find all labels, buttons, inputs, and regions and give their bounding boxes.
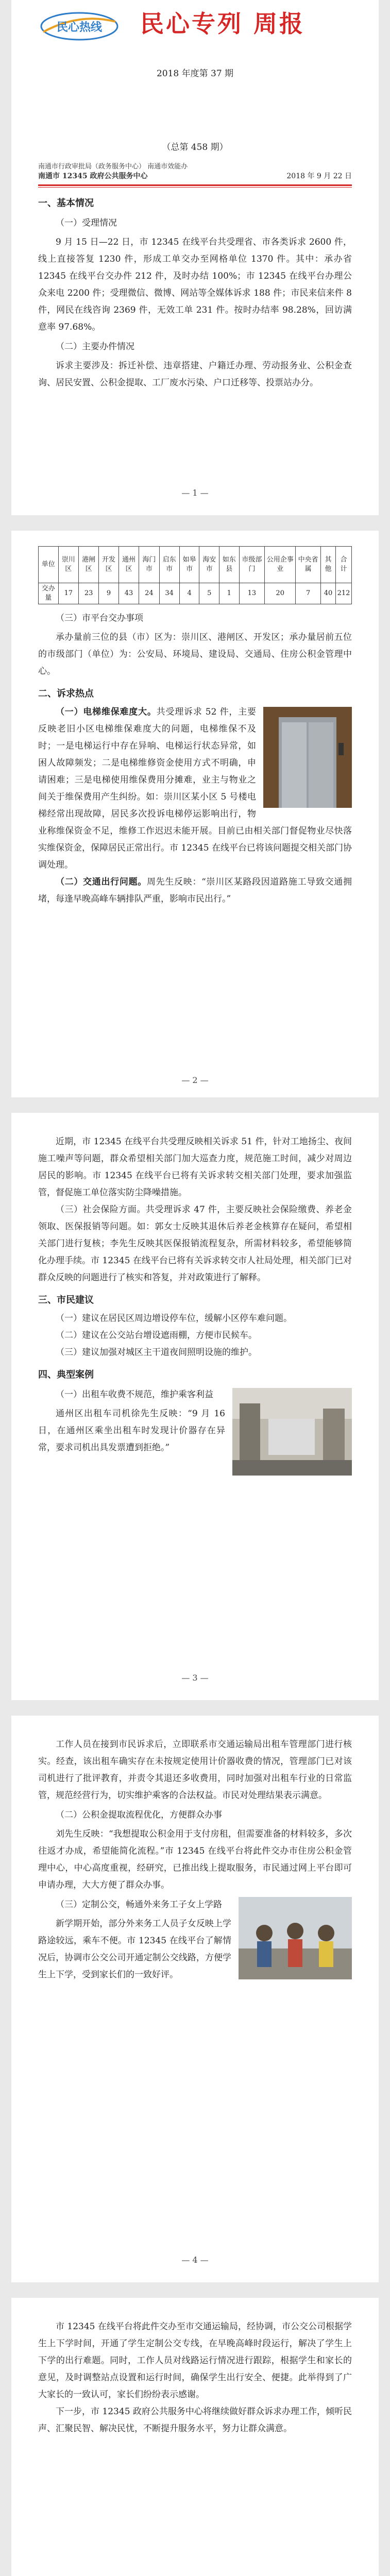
subsection-case3: （三）定制公交，畅通外来务工子女上学路 [56,1900,222,1910]
para-social [38,1201,352,1286]
table-cell: 7 [296,583,321,604]
masthead-title: 民心专列 周报 [140,10,306,38]
para-main: 诉求主要涉及：拆迁补偿、违章搭建、户籍迁办理、劳动报务业、公积金查询、居民安置、公积金提取、工厂废水污染、户口迁移等、投票站办分。 [38,361,352,388]
issue-number: 2018 年度第 37 期 [156,69,234,79]
subsection-express: （二）交通出行问题。 [56,877,147,887]
subsection-case2: （二）公积金提取流程优化，方便群众办事 [56,1810,222,1820]
section-suggest: 三、市民建议 [38,1295,94,1306]
para-case2: 刘先生反映：“我想提取公积金用于支付房租，但需要准备的材料较多，多次往返才办成，希望能简化流程。”市 12345 在线平台将此件交办市住房公积金管理中心，中心高度重视，经研究，已推出线上提取服务，市民通过网上平台即可申请办理，大大方便了群众办事。 [38,1829,352,1890]
para-express-body: 周先生反映：“崇川区某路段因道路施工导致交通拥堵，每逢早晚高峰车辆排队严重，影响市民出行。” [38,877,352,904]
sponsor-org-1: 南通市行政审批局（政务服务中心） 南通市效能办 [38,163,188,171]
table-cell: 1 [219,583,240,604]
table-cell: 4 [179,583,199,604]
table-cell: 43 [118,583,139,604]
dispatch-table [38,546,352,604]
para-suggest-2: （二）建议在公交站台增设遮雨棚，方便市民候车。 [56,1330,257,1341]
page-4 [11,1716,379,2282]
para-focus: 承办量前三位的县（市）区为：崇川区、港闸区、开发区；承办量居前五位的市级部门（单位）为：公安局、环境局、建设局、交通局、住房公积金管理中心。 [38,632,352,676]
table-header-cell: 通州区 [118,547,139,583]
table-header-cell: 单位 [39,547,59,583]
table-cell: 34 [159,583,179,604]
subsection-focus: （三）市平台交办事项 [56,613,143,623]
sponsor-line [38,162,352,181]
minxin-hotline-logo [38,9,121,43]
table-header-cell: 市级部门 [239,547,265,583]
page-1 [11,0,379,515]
page-number: — 2 — [181,1075,209,1085]
table-cell: 40 [321,583,336,604]
table-header-cell: 如皋市 [179,547,199,583]
para-accept: 9 月 15 日—22 日，市 12345 在线平台共受理省、市各类诉求 2600 件，线上直接答复 1230 件，形成工单交办至网格单位 1370 件。其中：承办省 12345 在线平台交办件 212 件，及时办结 100%；市 12345 在线平台办理公众来电 2200 件；受理微信、微博、网站等全媒体诉求 188 件；市民来信来件 8 件，网民在线咨询 2369 件，无效工单 231 件。按时办结率 98.28%，回访满意率 97.68%。 [38,237,352,332]
table-row [39,583,352,604]
table-cell: 5 [199,583,219,604]
table-header-cell: 海门市 [139,547,159,583]
section-case: 四、典型案例 [38,1369,94,1380]
para-cont-3: 近期，市 12345 在线平台共受理反映相关诉求 51 件，针对工地扬尘、夜间施工噪声等问题，群众希望相关部门加大巡查力度，规范施工时间，减少对周边居民的影响。市 12345 在线平台已将有关诉求转交相关部门处理，要求加强监管，督促施工单位落实防尘降噪措施。 [38,1137,352,1198]
table-cell: 9 [99,583,119,604]
subsection-case1: （一）出租车收费不规范，维护乘客利益 [56,1389,213,1400]
para-suggest-3: （三）建议加强对城区主干道夜间照明设施的维护。 [56,1347,257,1358]
para-express [38,874,352,908]
page-number: — 3 — [181,1673,209,1683]
para-cont-5: 市 12345 在线平台将此件交办至市交通运输局，经协调，市公交公司根据学生上下学时间，开通了学生定制公交专线，在早晚高峰时段运行，解决了学生上下学的出行难题。同时，工作人员对线路运行情况进行跟踪，根据学生和家长的意见，及时调整站点设置和运行时间，确保学生出行安全、便捷。此举得到了广大家长的一致认可，家长们纷纷表示感谢。 [38,2321,352,2400]
table-header-cell: 合计 [336,547,352,583]
para-cont-4: 工作人员在接到市民诉求后，立即联系市交通运输局出租车管理部门进行核实。经查，该出租车确实存在未按规定使用计价器收费的情况，管理部门已对该司机进行了批评教育，并责令其退还多收费用，同时加强对出租车行业的日常监管，规范经营行为，切实维护乘客的合法权益。市民对处理结果表示满意。 [38,1739,352,1801]
table-header-cell: 启东市 [159,547,179,583]
para-suggest-1: （一）建议在居民区周边增设停车位，缓解小区停车难问题。 [56,1313,292,1324]
table-header-cell: 公用企事业 [265,547,296,583]
street-photo [232,1388,352,1476]
svg-text:民心热线: 民心热线 [56,21,103,34]
header-rule-thin [38,187,352,188]
table-cell: 20 [265,583,296,604]
page-number: — 4 — [181,2255,209,2265]
subsection-main: （二）主要办件情况 [56,342,134,352]
table-cell: 24 [139,583,159,604]
section-basic: 一、基本情况 [38,198,94,209]
para-elevator-body: 共受理诉求 52 件，主要反映老旧小区电梯维保难度大的问题，电梯维保不及时；一是电梯运行中存在异响、电梯运行状态异常，如困人故障频发；二是电梯维修资金使用方式不明确，申请困难；三是电梯使用维保费用分摊难，业主与物业之间关于维保费用产生纠纷。如：崇川区某小区 5 号楼电梯经常出现故障，居民多次投诉电梯停运影响出行，物业称维保资金不足，维修工作迟迟未能开展。目前已由相关部门督促物业尽快落实维保资金，保障居民正常出行。市 12345 在线平台已将该问题提交相关部门协调处理。 [38,707,352,870]
table-header-cell: 海安市 [199,547,219,583]
masthead-header [11,0,379,64]
elevator-image-icon [263,707,352,808]
students-photo [239,1897,352,1979]
section-hot: 二、诉求热点 [38,688,94,699]
table-cell: 17 [58,583,78,604]
header-rule [38,184,352,186]
page-number: — 1 — [181,488,209,498]
page-3 [11,1113,379,1700]
para-case1: 通州区出租车司机徐先生反映：“9 月 16 日，在通州区乘坐出租车时发现计价器存在异常，要求司机出具发票遭到拒绝。” [38,1409,225,1453]
total-issue: （总第 458 期） [162,142,228,152]
table-cell: 212 [336,583,352,604]
table-cell: 13 [239,583,265,604]
para-end: 下一步，市 12345 政府公共服务中心将继续做好群众诉求办理工作，倾听民声、汇聚民智、解决民忧，不断提升服务水平，努力让群众满意。 [38,2406,352,2434]
page-5 [11,2298,379,2576]
elevator-photo [263,707,352,808]
table-row-label: 交办量 [39,583,59,604]
para-social-body: 共受理诉求 47 件，主要反映社会保险缴费、养老金领取、医保报销等问题。如：郭女士反映其退休后养老金核算存在疑问，希望相关部门进行复核；李先生反映其医保报销流程复杂，所需材料较多，希望能够简化办理手续。市 12345 在线平台已将有关诉求转交市人社局处理，相关部门已对群众反映的问题进行了核实和答复，并对政策进行了解释。 [38,1205,352,1283]
sponsor-org-2: 南通市 12345 政府公共服务中心 [38,172,148,180]
page-2 [11,531,379,1097]
subsection-social: （三）社会保险方面。 [56,1205,146,1215]
table-header-cell: 如东县 [219,547,240,583]
street-image-icon [232,1388,352,1476]
table-header-cell: 中央省属 [296,547,321,583]
issue-date: 2018 年 9 月 22 日 [286,172,352,180]
subsection-accept: （一）受理情况 [56,218,117,228]
table-header-cell: 其他 [321,547,336,583]
para-case3: 新学期开始，部分外来务工人员子女反映上学路途较远，乘车不便。市 12345 在线平台了解情况后，协调市公交公司开通定制公交线路，方便学生上下学，受到家长们的一致好评。 [38,1919,231,1980]
table-cell: 23 [78,583,98,604]
students-image-icon [239,1897,352,1979]
table-header-row [39,547,352,583]
table-header-cell: 港闸区 [78,547,98,583]
subsection-elevator: （一）电梯维保难度大。 [56,707,157,717]
table-header-cell: 崇川区 [58,547,78,583]
table-header-cell: 开发区 [99,547,119,583]
